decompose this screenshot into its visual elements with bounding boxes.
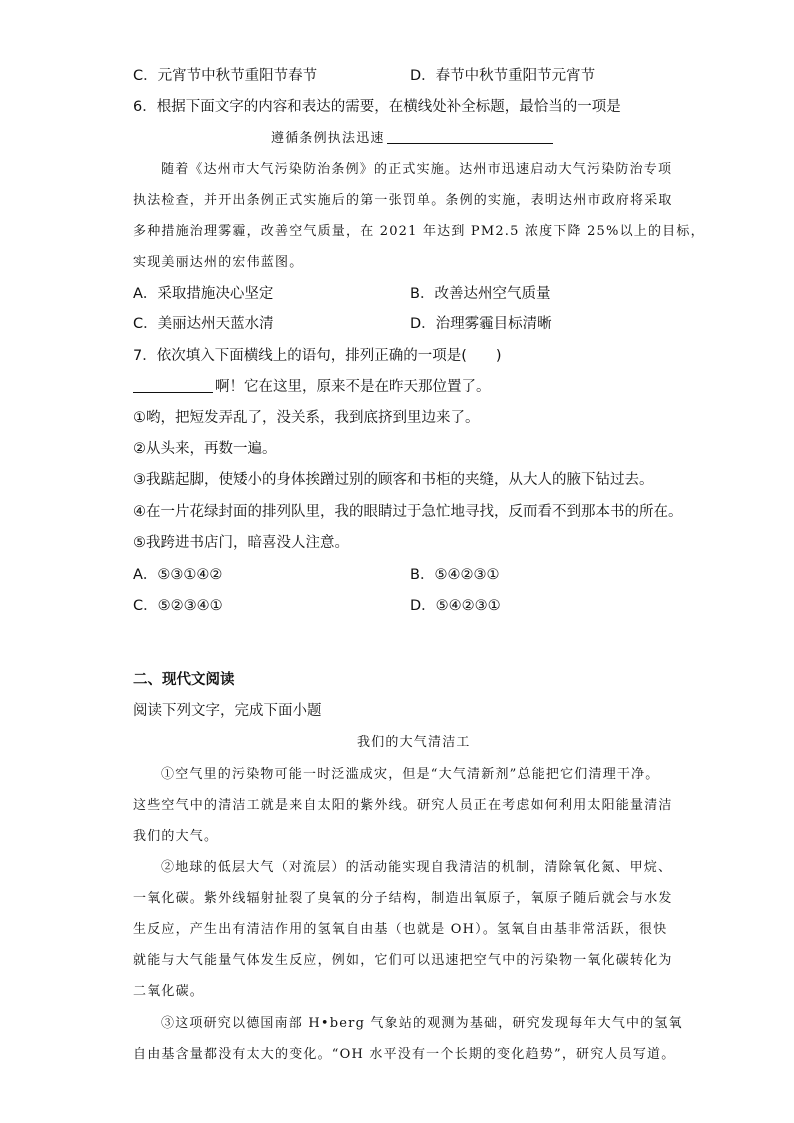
article-line: 这些空气中的清洁工就是来自太阳的紫外线。研究人员正在考虑如何利用太阳能量清洁 xyxy=(133,798,673,813)
section-heading: 二、现代文阅读 xyxy=(133,672,235,688)
q6-stem: 6．根据下面文字的内容和表达的需要，在横线处补全标题，最恰当的一项是 xyxy=(133,99,621,115)
q6-passage-line: 实现美丽达州的宏伟蓝图。 xyxy=(133,255,304,270)
q5-option-c: C．元宵节中秋节重阳节春节 xyxy=(133,68,318,84)
article-line: 我们的大气。 xyxy=(133,829,219,844)
q7-item: ①哟，把短发弄乱了，没关系，我到底挤到里边来了。 xyxy=(133,410,480,426)
q7-option-b: B．⑤④②③① xyxy=(410,567,500,583)
article-line: 就能与大气能量气体发生反应，例如，它们可以迅速把空气中的污染物一氧化碳转化为 xyxy=(133,953,673,968)
q7-stem: 7．依次填入下面横线上的语句，排列正确的一项是( ) xyxy=(133,348,502,364)
q7-option-a: A．⑤③①④② xyxy=(133,567,223,583)
article-line: 生反应，产生出有清洁作用的氢氧自由基（也就是 OH）。氢氧自由基非常活跃，很快 xyxy=(133,922,668,937)
q7-answer-blank xyxy=(133,378,213,393)
q6-option-a: A．采取措施决心坚定 xyxy=(133,286,274,302)
q6-title-blank xyxy=(387,129,553,144)
q7-blank-line xyxy=(133,377,491,397)
q7-item: ③我踮起脚，使矮小的身体挨蹭过别的顾客和书柜的夹缝，从大人的腋下钻过去。 xyxy=(133,472,654,488)
section-instruction: 阅读下列文字，完成下面小题 xyxy=(133,703,322,719)
q7-item: ②从头来，再数一遍。 xyxy=(133,441,277,457)
article-line: 一氧化碳。紫外线辐射扯裂了臭氧的分子结构，制造出氧原子，氧原子随后就会与水发 xyxy=(133,891,673,906)
q6-option-c: C．美丽达州天蓝水清 xyxy=(133,316,274,332)
q6-option-d: D．治理雾霾目标清晰 xyxy=(410,316,552,332)
q6-title-prefix: 遵循条例执法迅速 xyxy=(271,131,385,146)
q6-passage-line: 执法检查，并开出条例正式实施后的第一张罚单。条例的实施，表明达州市政府将采取 xyxy=(133,193,673,208)
article-line: ②地球的低层大气（对流层）的活动能实现自我清洁的机制，清除氧化氮、甲烷、 xyxy=(161,860,673,875)
q7-option-c: C．⑤②③④① xyxy=(133,598,223,614)
q7-item: ⑤我跨进书店门，暗喜没人注意。 xyxy=(133,535,349,551)
q6-title-line xyxy=(271,129,553,149)
q6-passage-line: 随着《达州市大气污染防治条例》的正式实施。达州市迅速启动大气污染防治专项 xyxy=(161,162,673,177)
q5-option-d: D．春节中秋节重阳节元宵节 xyxy=(410,68,596,84)
q7-item: ④在一片花绿封面的排列队里，我的眼睛过于急忙地寻找，反而看不到那本书的所在。 xyxy=(133,504,683,520)
article-title: 我们的大气清洁工 xyxy=(357,735,471,750)
q7-blank-text: 啊！它在这里，原来不是在昨天那位置了。 xyxy=(215,379,491,395)
q6-passage-line: 多种措施治理雾霾，改善空气质量，在 2021 年达到 PM2.5 浓度下降 25%以上的目标， xyxy=(133,224,705,239)
article-line: ③这项研究以德国南部 H•berg 气象站的观测为基础，研究发现每年大气中的氢氧 xyxy=(161,1016,683,1031)
article-line: 自由基含量都没有太大的变化。“OH 水平没有一个长期的变化趋势”，研究人员写道。 xyxy=(133,1047,676,1062)
q6-option-b: B．改善达州空气质量 xyxy=(410,286,551,302)
q7-option-d: D．⑤④②③① xyxy=(410,598,501,614)
article-line: 二氧化碳。 xyxy=(133,984,205,999)
article-line: ①空气里的污染物可能一时泛滥成灾，但是“大气清新剂”总能把它们清理干净。 xyxy=(161,767,660,782)
